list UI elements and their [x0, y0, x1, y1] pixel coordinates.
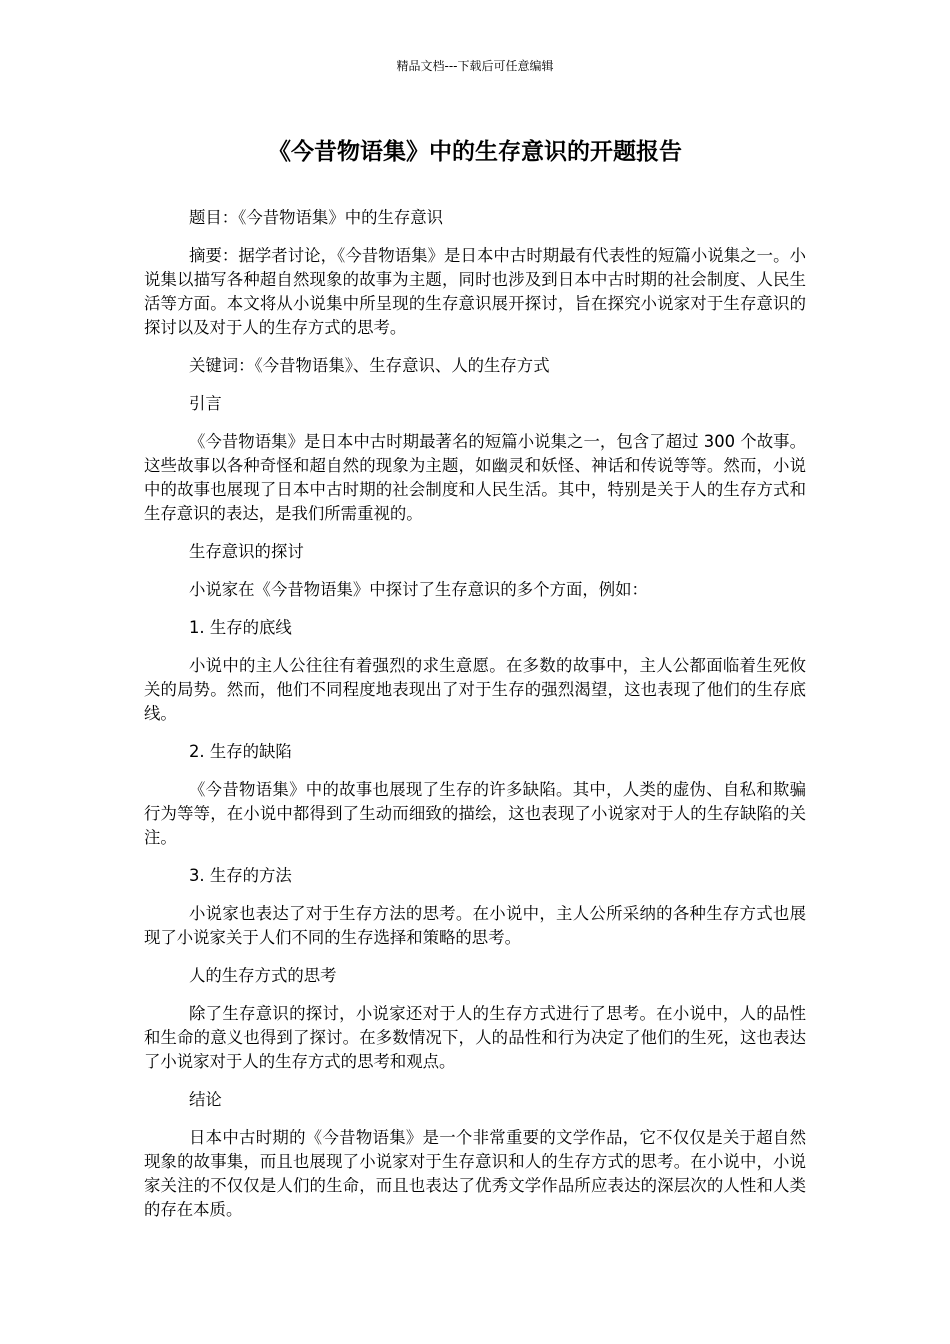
bottom-line-paragraph: 小说中的主人公往往有着强烈的求生意愿。在多数的故事中，主人公都面临着生死攸关的局势。然而，他们不同程度地表现出了对于生存的强烈渴望，这也表现了他们的生存底线。 — [144, 656, 806, 723]
introduction-paragraph: 《今昔物语集》是日本中古时期最著名的短篇小说集之一，包含了超过 300 个故事。这些故事以各种奇怪和超自然的现象为主题，如幽灵和妖怪、神话和传说等等。然而，小说中的故事也展现了日本中古时期的社会制度和人民生活。其中，特别是关于人的生存方式和生存意识的表达，是我们所需重视的。 — [144, 432, 806, 523]
discussion-intro-paragraph: 小说家在《今昔物语集》中探讨了生存意识的多个方面，例如： — [189, 580, 648, 599]
section-heading-way-of-life: 人的生存方式的思考 — [189, 966, 337, 985]
conclusion-paragraph: 日本中古时期的《今昔物语集》是一个非常重要的文学作品，它不仅仅是关于超自然现象的故事集，而且也展现了小说家对于生存意识和人的生存方式的思考。在小说中，小说家关注的不仅仅是人们的生命，而且也表达了优秀文学作品所应表达的深层次的人性和人类的存在本质。 — [144, 1128, 806, 1219]
way-of-life-paragraph: 除了生存意识的探讨，小说家还对于人的生存方式进行了思考。在小说中，人的品性和生命的意义也得到了探讨。在多数情况下，人的品性和行为决定了他们的生死，这也表达了小说家对于人的生存方式的思考和观点。 — [144, 1004, 806, 1071]
subheading-bottom-line: 1. 生存的底线 — [189, 618, 292, 637]
document-title: 《今昔物语集》中的生存意识的开题报告 — [268, 139, 682, 165]
subheading-defects: 2. 生存的缺陷 — [189, 742, 292, 761]
section-heading-conclusion: 结论 — [189, 1090, 222, 1109]
section-heading-introduction: 引言 — [189, 394, 222, 413]
section-heading-discussion: 生存意识的探讨 — [189, 542, 304, 561]
defects-paragraph: 《今昔物语集》中的故事也展现了生存的许多缺陷。其中，人类的虚伪、自私和欺骗行为等等，在小说中都得到了生动而细致的描绘，这也表现了小说家对于人的生存缺陷的关注。 — [144, 780, 806, 847]
abstract-paragraph: 摘要：据学者讨论，《今昔物语集》是日本中古时期最有代表性的短篇小说集之一。小说集以描写各种超自然现象的故事为主题，同时也涉及到日本中古时期的社会制度、人民生活等方面。本文将从小说集中所呈现的生存意识展开探讨，旨在探究小说家对于生存意识的探讨以及对于人的生存方式的思考。 — [144, 246, 806, 337]
document-body — [144, 206, 806, 1236]
keywords-line: 关键词：《今昔物语集》、生存意识、人的生存方式 — [189, 356, 550, 375]
topic-line: 题目：《今昔物语集》中的生存意识 — [189, 208, 444, 227]
methods-paragraph: 小说家也表达了对于生存方法的思考。在小说中，主人公所采纳的各种生存方式也展现了小说家关于人们不同的生存选择和策略的思考。 — [144, 904, 806, 947]
subheading-methods: 3. 生存的方法 — [189, 866, 292, 885]
header-note: 精品文档---下载后可任意编辑 — [396, 59, 554, 73]
